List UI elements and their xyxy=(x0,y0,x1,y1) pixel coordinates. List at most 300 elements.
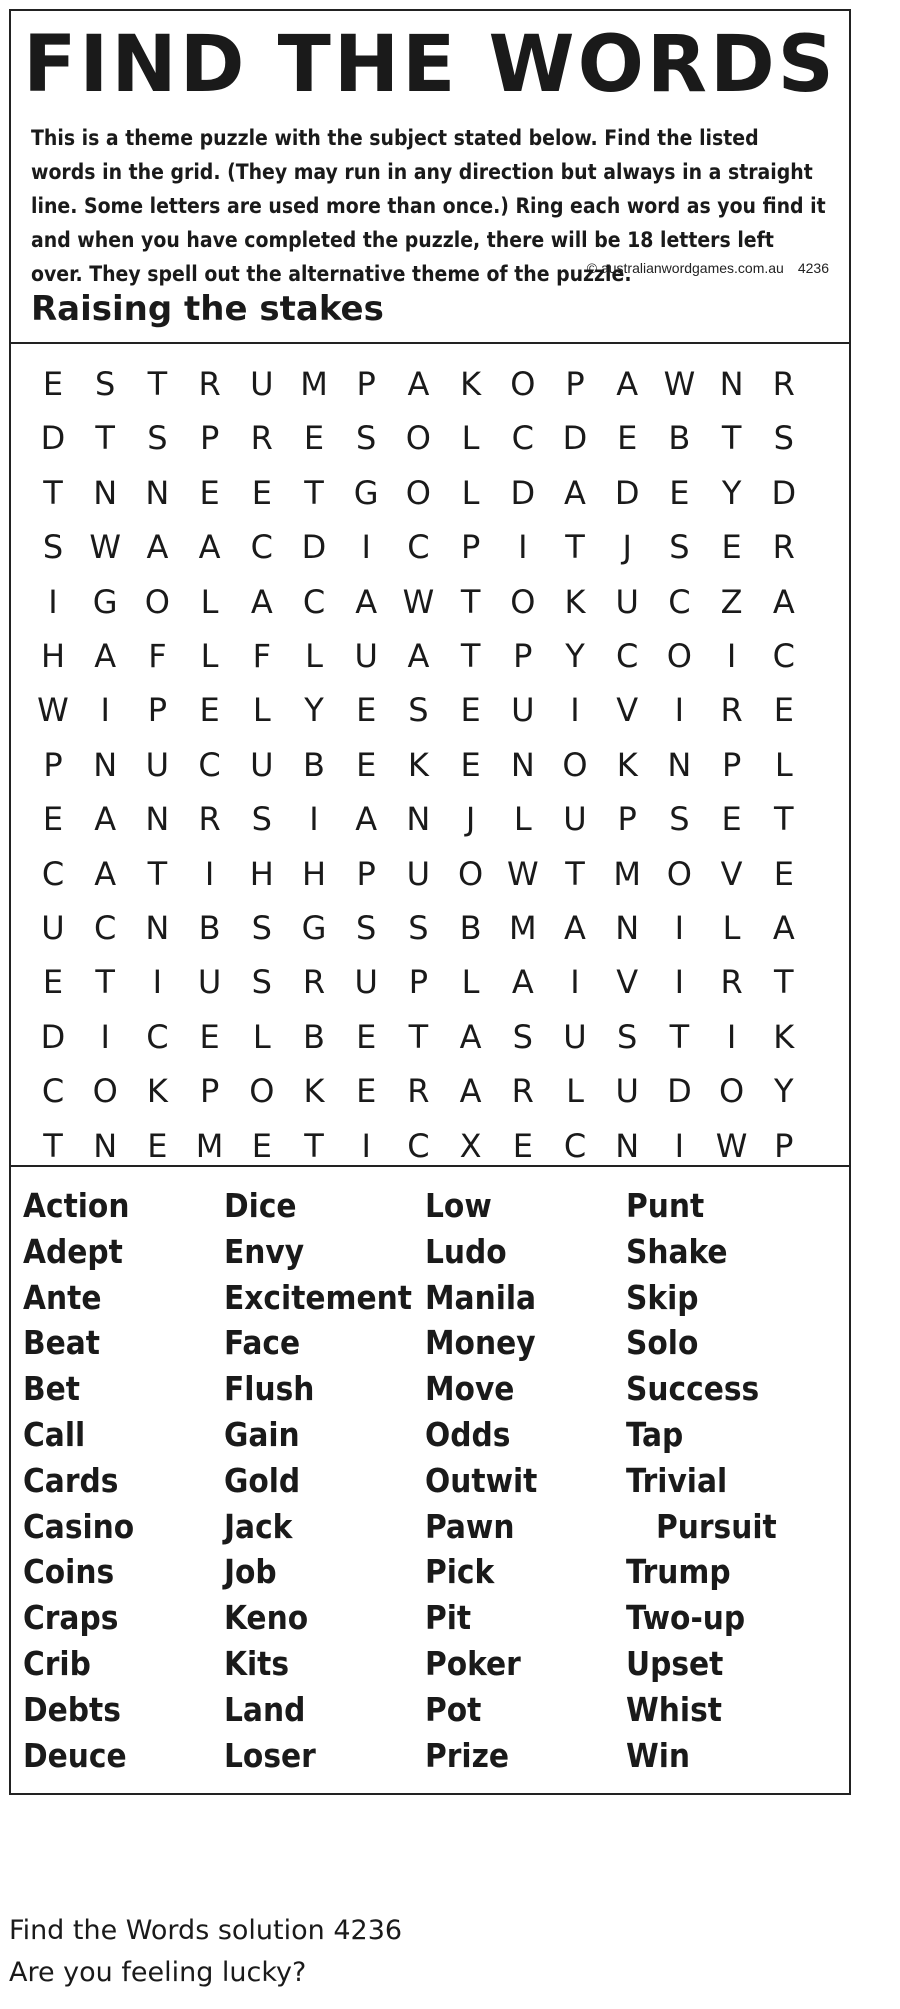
grid-letter: I xyxy=(204,854,215,893)
grid-letter: V xyxy=(720,854,743,893)
grid-letter: C xyxy=(407,528,430,567)
word-list-item: Call xyxy=(23,1414,86,1454)
grid-letter: A xyxy=(772,582,795,621)
word-column xyxy=(626,1183,831,1778)
grid-letter: S xyxy=(617,1017,638,1056)
word-list-item: Deuce xyxy=(23,1735,127,1775)
grid-letter: U xyxy=(563,800,587,839)
grid-letter: O xyxy=(249,1072,275,1111)
grid-row xyxy=(11,847,849,901)
grid-letter: I xyxy=(309,800,319,839)
grid-letter: I xyxy=(674,909,685,947)
grid-letter: K xyxy=(564,582,586,621)
word-list-item: Solo xyxy=(626,1323,699,1363)
grid-letter: W xyxy=(37,691,69,730)
word-list-item: Ante xyxy=(23,1277,102,1317)
grid-letter: D xyxy=(510,473,536,512)
grid-letter: T xyxy=(774,800,794,839)
grid-letter: U xyxy=(145,745,170,784)
grid-letter: C xyxy=(668,582,691,621)
word-list-item: Cards xyxy=(23,1460,119,1500)
grid-letter: D xyxy=(301,528,327,567)
grid-letter: I xyxy=(674,1126,685,1165)
word-list-item: Pick xyxy=(425,1552,495,1592)
grid-row xyxy=(11,575,849,629)
grid-letter: N xyxy=(406,800,431,839)
grid-letter: C xyxy=(407,1126,430,1165)
grid-letter: P xyxy=(147,691,168,730)
grid-letter: L xyxy=(252,691,271,730)
word-list-item: Ludo xyxy=(425,1231,507,1271)
grid-letter: L xyxy=(252,1017,271,1056)
grid-letter: T xyxy=(460,582,481,621)
grid-letter: U xyxy=(197,963,222,1002)
grid-row xyxy=(11,792,849,846)
grid-letter: A xyxy=(772,909,795,947)
grid-letter: I xyxy=(570,963,580,1002)
grid-letter: S xyxy=(669,800,690,839)
grid-letter: M xyxy=(300,365,328,403)
grid-letter: D xyxy=(562,419,588,458)
grid-row xyxy=(11,357,849,411)
word-list-item: Loser xyxy=(224,1735,316,1775)
grid-letter: I xyxy=(674,963,685,1002)
grid-letter: A xyxy=(94,637,117,675)
word-list-item: Face xyxy=(224,1323,301,1363)
grid-letter: W xyxy=(715,1126,748,1165)
grid-letter: B xyxy=(198,909,221,947)
grid-letter: I xyxy=(152,963,163,1002)
grid-letter: E xyxy=(147,1126,168,1165)
grid-letter: D xyxy=(771,473,797,512)
word-list xyxy=(11,1167,849,1793)
grid-letter: S xyxy=(251,963,272,1002)
grid-letter: T xyxy=(147,365,168,403)
word-list-item: Move xyxy=(425,1369,515,1409)
grid-letter: A xyxy=(355,800,378,839)
grid-letter: J xyxy=(465,800,476,839)
grid-letter: A xyxy=(616,365,639,403)
puzzle-title: FIND THE WORDS xyxy=(23,20,837,110)
grid-letter: N xyxy=(667,745,692,784)
grid-letter: E xyxy=(512,1126,533,1165)
grid-letter: O xyxy=(405,419,431,458)
grid-letter: N xyxy=(145,800,170,839)
grid-letter: P xyxy=(43,745,63,784)
grid-letter: L xyxy=(461,419,480,458)
grid-letter: O xyxy=(405,473,431,512)
word-list-item: Gold xyxy=(224,1460,301,1500)
grid-letter: G xyxy=(353,473,379,512)
credit-site: © australianwordgames.com.au xyxy=(586,260,784,276)
grid-row xyxy=(11,683,849,737)
grid-letter: O xyxy=(719,1072,745,1111)
grid-letter: N xyxy=(615,909,640,947)
grid-letter: S xyxy=(512,1017,533,1056)
grid-row xyxy=(11,901,849,955)
word-list-item: Pawn xyxy=(425,1506,515,1546)
word-search-puzzle xyxy=(9,9,851,1795)
grid-letter: B xyxy=(303,1017,325,1056)
grid-letter: E xyxy=(617,419,638,458)
grid-letter: T xyxy=(43,1126,63,1165)
word-list-item: Beat xyxy=(23,1323,100,1363)
grid-letter: U xyxy=(511,691,535,730)
grid-letter: A xyxy=(459,1017,482,1056)
grid-letter: L xyxy=(461,963,480,1002)
grid-letter: K xyxy=(616,745,638,784)
grid-letter: V xyxy=(616,691,639,730)
word-list-item: Success xyxy=(626,1369,760,1409)
word-list-item: Job xyxy=(224,1552,277,1592)
grid-letter: E xyxy=(721,528,742,567)
grid-letter: M xyxy=(195,1126,224,1165)
word-list-item: Kits xyxy=(224,1643,290,1683)
grid-letter: P xyxy=(408,963,429,1002)
word-list-item: Land xyxy=(224,1689,306,1729)
word-column xyxy=(425,1183,630,1778)
grid-letter: E xyxy=(356,1072,377,1111)
grid-letter: K xyxy=(303,1072,325,1111)
grid-letter: Y xyxy=(304,691,324,730)
grid-letter: E xyxy=(356,745,377,784)
grid-letter: C xyxy=(302,582,326,621)
word-list-item: Trivial xyxy=(626,1460,728,1500)
grid-letter: O xyxy=(666,854,692,893)
puzzle-theme: Raising the stakes xyxy=(31,289,384,329)
grid-letter: E xyxy=(721,800,742,839)
grid-letter: P xyxy=(774,1126,794,1165)
grid-letter: E xyxy=(251,1126,272,1165)
grid-letter: O xyxy=(510,582,536,621)
solution-answer: Are you feeling lucky? xyxy=(9,1957,307,1988)
grid-letter: C xyxy=(772,637,795,675)
grid-letter: W xyxy=(663,365,696,403)
grid-letter: U xyxy=(354,637,378,675)
word-list-item: Skip xyxy=(626,1277,699,1317)
word-list-item: Debts xyxy=(23,1689,121,1729)
grid-letter: N xyxy=(719,365,744,403)
grid-letter: L xyxy=(722,909,741,947)
grid-letter: E xyxy=(303,419,325,458)
grid-letter: E xyxy=(42,365,64,403)
word-list-item: Trump xyxy=(626,1552,731,1592)
grid-letter: K xyxy=(460,365,482,403)
grid-letter: U xyxy=(615,582,639,621)
grid-letter: U xyxy=(250,365,274,403)
grid-letter: I xyxy=(726,1017,737,1056)
grid-letter: A xyxy=(94,854,117,893)
word-list-item: Envy xyxy=(224,1231,305,1271)
grid-row xyxy=(11,955,849,1009)
grid-letter: T xyxy=(95,963,115,1002)
word-list-item: Pit xyxy=(425,1598,472,1638)
grid-letter: S xyxy=(356,419,377,458)
grid-letter: N xyxy=(145,473,170,512)
grid-letter: K xyxy=(407,745,429,784)
grid-letter: A xyxy=(511,963,534,1002)
grid-letter: M xyxy=(613,854,641,893)
grid-letter: R xyxy=(198,800,221,839)
grid-letter: O xyxy=(92,1072,118,1111)
grid-letter: I xyxy=(361,528,371,567)
grid-letter: Y xyxy=(774,1072,794,1111)
word-list-item: Dice xyxy=(224,1186,297,1225)
grid-letter: G xyxy=(301,909,327,947)
grid-letter: C xyxy=(41,1072,65,1111)
word-list-item: Jack xyxy=(224,1506,293,1546)
grid-letter: T xyxy=(43,473,63,512)
grid-letter: Z xyxy=(720,582,743,621)
puzzle-number: 4236 xyxy=(797,260,829,276)
grid-row xyxy=(11,629,849,683)
grid-letter: O xyxy=(144,582,170,621)
grid-letter: D xyxy=(40,419,66,458)
grid-letter: R xyxy=(720,963,743,1002)
grid-letter: B xyxy=(303,745,325,784)
grid-letter: P xyxy=(721,745,742,784)
grid-letter: K xyxy=(146,1072,168,1111)
grid-letter: S xyxy=(251,909,272,947)
grid-letter: T xyxy=(304,1126,324,1165)
letter-grid xyxy=(11,344,849,1167)
grid-letter: T xyxy=(408,1017,429,1056)
grid-letter: A xyxy=(564,909,586,947)
grid-letter: A xyxy=(250,582,273,621)
grid-row xyxy=(11,466,849,520)
grid-letter: W xyxy=(506,854,539,893)
grid-letter: H xyxy=(249,854,274,893)
grid-letter: I xyxy=(100,691,110,730)
grid-letter: R xyxy=(407,1072,430,1111)
word-list-item: Upset xyxy=(626,1643,724,1683)
grid-letter: I xyxy=(518,528,528,567)
word-list-item: Whist xyxy=(626,1689,722,1729)
grid-letter: L xyxy=(305,637,323,675)
puzzle-header xyxy=(11,11,849,344)
word-list-item: Action xyxy=(23,1186,130,1225)
grid-letter: C xyxy=(146,1017,169,1056)
grid-letter: A xyxy=(564,473,586,512)
grid-letter: L xyxy=(200,637,219,675)
grid-letter: I xyxy=(570,691,580,730)
grid-letter: T xyxy=(565,528,585,567)
grid-letter: E xyxy=(460,745,481,784)
grid-letter: W xyxy=(402,582,435,621)
grid-letter: K xyxy=(773,1017,795,1056)
grid-letter: C xyxy=(198,745,221,784)
grid-letter: N xyxy=(510,745,535,784)
grid-letter: T xyxy=(669,1017,690,1056)
grid-letter: X xyxy=(459,1126,482,1165)
grid-letter: S xyxy=(408,909,429,947)
word-column xyxy=(224,1183,429,1778)
grid-letter: R xyxy=(198,365,221,403)
grid-letter: A xyxy=(459,1072,482,1111)
grid-letter: C xyxy=(511,419,534,458)
grid-letter: S xyxy=(356,909,377,947)
grid-letter: O xyxy=(458,854,484,893)
grid-letter: E xyxy=(356,691,377,730)
word-list-item: Pursuit xyxy=(656,1506,777,1546)
grid-letter: C xyxy=(94,909,117,947)
word-list-item: Punt xyxy=(626,1186,705,1225)
word-list-item: Flush xyxy=(224,1369,315,1409)
grid-letter: U xyxy=(354,963,378,1002)
word-list-item: Gain xyxy=(224,1414,300,1454)
grid-letter: L xyxy=(566,1072,584,1111)
grid-letter: Y xyxy=(721,473,742,512)
grid-row xyxy=(11,411,849,465)
grid-letter: L xyxy=(461,473,480,512)
word-column xyxy=(23,1183,228,1778)
grid-letter: R xyxy=(250,419,273,458)
grid-letter: S xyxy=(147,419,168,458)
grid-letter: P xyxy=(460,528,481,567)
grid-letter: E xyxy=(773,691,794,730)
grid-letter: D xyxy=(614,473,640,512)
grid-letter: S xyxy=(251,800,272,839)
grid-letter: I xyxy=(100,1017,110,1056)
grid-letter: O xyxy=(562,745,588,784)
grid-letter: S xyxy=(669,528,690,567)
word-list-item: Pot xyxy=(425,1689,482,1729)
grid-letter: U xyxy=(41,909,65,947)
grid-letter: H xyxy=(40,637,66,675)
grid-letter: D xyxy=(40,1017,66,1056)
word-list-item: Keno xyxy=(224,1598,309,1638)
word-list-item: Excitement xyxy=(224,1277,412,1317)
grid-letter: E xyxy=(42,800,64,839)
grid-letter: Y xyxy=(565,637,585,675)
grid-letter: E xyxy=(460,691,481,730)
grid-letter: N xyxy=(615,1126,640,1165)
grid-letter: T xyxy=(565,854,585,893)
grid-letter: N xyxy=(93,1126,118,1165)
grid-letter: U xyxy=(250,745,274,784)
grid-letter: I xyxy=(726,637,737,675)
word-list-item: Two-up xyxy=(626,1598,746,1638)
grid-letter: U xyxy=(563,1017,587,1056)
grid-row xyxy=(11,520,849,574)
word-list-item: Manila xyxy=(425,1277,537,1317)
word-list-item: Prize xyxy=(425,1735,509,1775)
grid-letter: R xyxy=(511,1072,534,1111)
grid-letter: L xyxy=(513,800,532,839)
grid-letter: U xyxy=(615,1072,639,1111)
grid-letter: C xyxy=(563,1126,587,1165)
grid-letter: A xyxy=(94,800,117,839)
grid-letter: W xyxy=(89,528,121,567)
grid-letter: O xyxy=(510,365,536,403)
word-list-item: Shake xyxy=(626,1231,728,1271)
grid-letter: P xyxy=(199,419,220,458)
grid-letter: H xyxy=(301,854,327,893)
grid-letter: E xyxy=(669,473,690,512)
grid-letter: E xyxy=(199,1017,220,1056)
grid-letter: R xyxy=(302,963,326,1002)
grid-letter: E xyxy=(356,1017,377,1056)
grid-row xyxy=(11,1119,849,1173)
word-list-item: Tap xyxy=(626,1414,684,1454)
grid-letter: N xyxy=(145,909,170,947)
grid-letter: C xyxy=(41,854,65,893)
grid-letter: F xyxy=(148,637,167,675)
word-list-item: Odds xyxy=(425,1414,511,1454)
grid-letter: D xyxy=(667,1072,692,1111)
grid-letter: L xyxy=(774,745,793,784)
grid-letter: E xyxy=(251,473,272,512)
grid-letter: E xyxy=(199,691,220,730)
grid-letter: S xyxy=(42,528,64,567)
grid-letter: M xyxy=(508,909,537,947)
word-list-item: Bet xyxy=(23,1369,80,1409)
grid-letter: B xyxy=(459,909,482,947)
grid-letter: P xyxy=(199,1072,220,1111)
word-list-item: Adept xyxy=(23,1231,123,1271)
grid-letter: P xyxy=(617,800,637,839)
word-list-item: Casino xyxy=(23,1506,135,1546)
grid-row xyxy=(11,738,849,792)
grid-letter: B xyxy=(668,419,691,458)
grid-letter: P xyxy=(513,637,533,675)
grid-letter: I xyxy=(674,691,685,730)
grid-letter: R xyxy=(772,528,795,567)
grid-letter: U xyxy=(406,854,431,893)
grid-letter: P xyxy=(565,365,585,403)
grid-letter: T xyxy=(721,419,742,458)
word-list-item: Crib xyxy=(23,1643,91,1683)
grid-letter: N xyxy=(93,473,118,512)
grid-letter: P xyxy=(356,365,376,403)
grid-letter: F xyxy=(252,637,271,675)
solution-footer xyxy=(9,1910,402,1994)
puzzle-credit xyxy=(573,260,829,276)
word-list-item: Craps xyxy=(23,1598,119,1638)
word-list-item: Low xyxy=(425,1186,492,1225)
grid-letter: N xyxy=(93,745,118,784)
grid-letter: A xyxy=(355,582,378,621)
word-list-item: Poker xyxy=(425,1643,521,1683)
grid-letter: A xyxy=(407,365,430,403)
grid-letter: A xyxy=(407,637,430,675)
grid-letter: T xyxy=(147,854,168,893)
word-list-item: Coins xyxy=(23,1552,115,1592)
grid-letter: L xyxy=(200,582,219,621)
word-list-item: Money xyxy=(425,1323,536,1363)
grid-letter: S xyxy=(95,365,116,403)
solution-title: Find the Words solution 4236 xyxy=(9,1915,403,1946)
grid-letter: A xyxy=(146,528,169,567)
grid-letter: S xyxy=(408,691,429,730)
grid-letter: P xyxy=(356,854,376,893)
grid-letter: G xyxy=(92,582,118,621)
puzzle-instructions: This is a theme puzzle with the subject stated below. Find the listed words in the grid. (They may run in any direction but always in a straight line. Some letters are used more than once.) Ring each word as you find it and when you have completed the puzzle, there will be 18 letters left over. They spell out the alternative theme of the puzzle. xyxy=(31,126,826,286)
word-list-item: Win xyxy=(626,1735,691,1775)
grid-letter: T xyxy=(95,419,115,458)
grid-letter: T xyxy=(460,637,481,675)
grid-row xyxy=(11,1010,849,1064)
grid-letter: E xyxy=(199,473,220,512)
grid-letter: S xyxy=(773,419,794,458)
grid-letter: C xyxy=(250,528,273,567)
grid-letter: J xyxy=(622,528,632,567)
grid-letter: V xyxy=(616,963,639,1002)
grid-letter: C xyxy=(616,637,639,675)
grid-letter: A xyxy=(198,528,221,567)
grid-letter: I xyxy=(48,582,58,621)
grid-letter: E xyxy=(42,963,64,1002)
